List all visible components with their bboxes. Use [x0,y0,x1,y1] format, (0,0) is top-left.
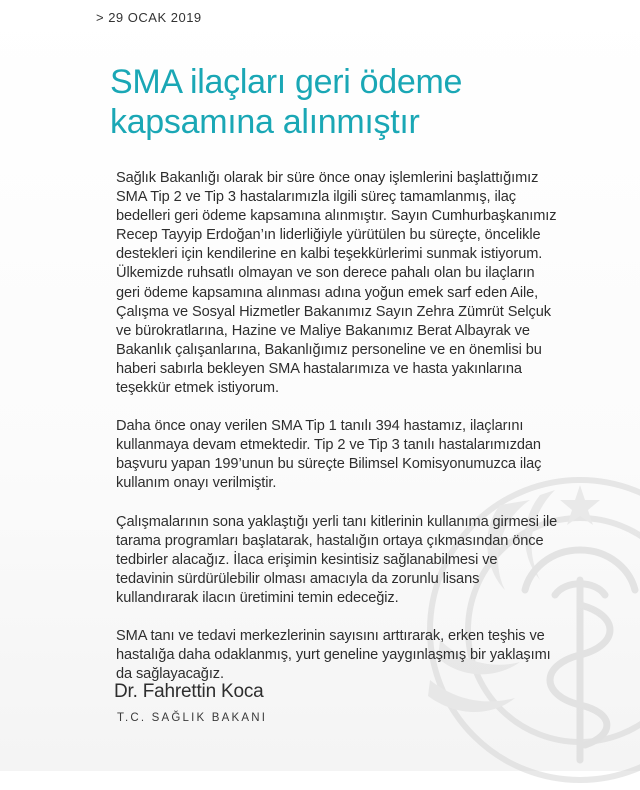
body-line: kullanmaya devam etmektedir. Tip 2 ve Tip 3 tanılı hastalarımızdan [116,437,541,454]
title-line-1: SMA ilaçları geri ödeme [110,63,463,101]
body-line: bedelleri geri ödeme kapsamına alınmıştır. Sayın Cumhurbaşkanımız [116,208,557,225]
body-line: teşekkür etmek istiyorum. [116,380,279,397]
body-line: tedavinin sürdürülebilir olması amacıyla da zorunlu lisans [116,570,480,587]
body-line: SMA Tip 2 ve Tip 3 hastalarımızla ilgili süreç tamamlanmış, ilaç [116,189,516,206]
statement-body [116,169,626,703]
body-line: tarama programları başlatarak, hastalığın ortaya çıkmasından önce [116,532,544,549]
body-line: Çalışmalarının sona yaklaştığı yerli tanı kitlerinin kullanıma girmesi ile [116,513,558,530]
body-line: kullandırarak ilacın üretimini temin edeceğiz. [116,589,399,606]
body-line: Sağlık Bakanlığı olarak bir süre önce onay işlemlerini başlattığımız [116,170,539,186]
body-line: Çalışma ve Sosyal Hizmetler Bakanımız Sayın Zehra Zümrüt Selçuk [116,303,551,320]
body-line: Recep Tayyip Erdoğan’ın liderliğiyle yürütülen bu süreçte, öncelikle [116,227,541,244]
body-paragraph [116,513,626,608]
page-title [110,62,610,142]
signer-position: T.C. SAĞLIK BAKANI [117,712,268,724]
body-line: haberi sabırla bekleyen SMA hastalarımıza ve hasta yakınlarına [116,360,522,377]
publication-date: > 29 OCAK 2019 [96,10,202,25]
body-paragraph [116,417,626,493]
body-line: destekleri için kendilerine en kalbi teşekkürlerimi sunmak istiyorum. [116,246,543,263]
body-line: başvuru yapan 199’unun bu süreçte Bilimsel Komisyonumuzca ilaç [116,456,542,473]
title-line-2: kapsamına alınmıştır [110,103,420,141]
body-line: Ülkemizde ruhsatlı olmayan ve son derece pahalı olan bu ilaçların [116,265,535,282]
body-paragraph [116,627,626,684]
body-line: Bakanlık çalışanlarına, Bakanlığımız personeline ve en önemlisi bu [116,341,542,358]
body-line: kullanım onayı verilmiştir. [116,475,277,492]
body-line: da sağlayacağız. [116,666,224,683]
body-line: SMA tanı ve tedavi merkezlerinin sayısını arttırarak, erken teşhis ve [116,627,545,644]
body-line: Daha önce onay verilen SMA Tip 1 tanılı 394 hastamız, ilaçlarını [116,418,524,435]
body-line: hastalığa daha odaklanmış, yurt geneline yaygınlaşmış bir yaklaşımı [116,647,551,664]
body-line: tedbirler alacağız. İlaca erişimin kesintisiz sağlanabilmesi ve [116,551,498,568]
signer-name: Dr. Fahrettin Koca [114,681,264,702]
body-line: ve bürokratlarına, Hazine ve Maliye Bakanımız Berat Albayrak ve [116,322,530,339]
body-paragraph [116,169,626,398]
body-line: geri ödeme kapsamına alınması adına yoğun emek sarf eden Aile, [116,284,539,301]
